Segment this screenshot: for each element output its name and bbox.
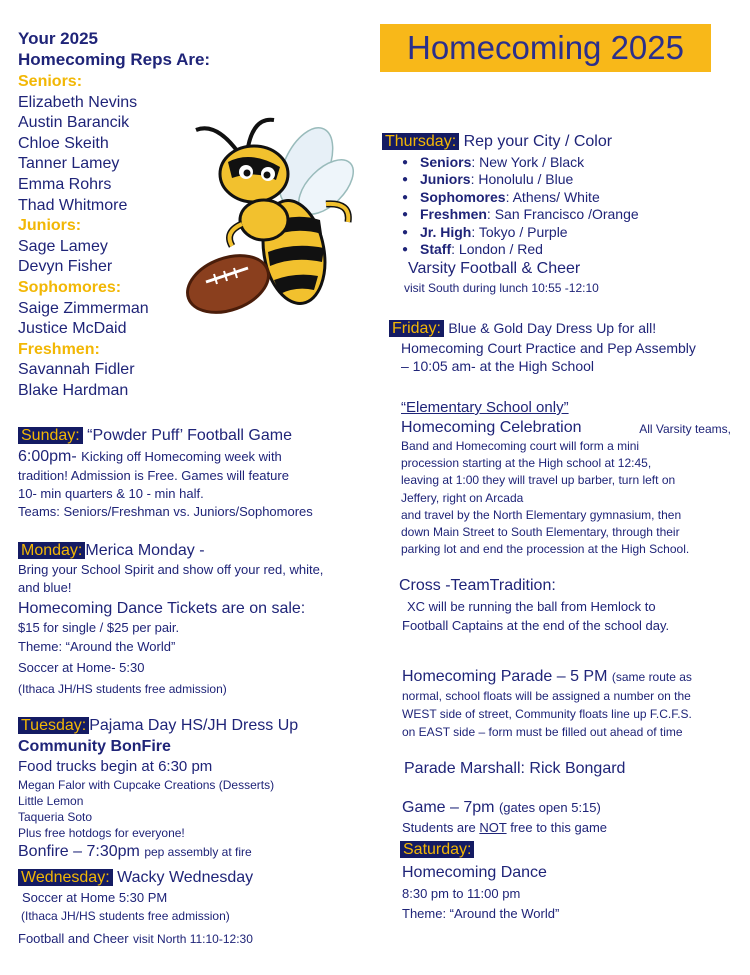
sunday-line1: Kicking off Homecoming week with [81, 449, 282, 464]
celebration-line: down Main Street to South Elementary, through their [401, 525, 680, 540]
group-label-sophomores: Sophomores: [18, 278, 122, 296]
bonfire-note: pep assembly at fire [144, 845, 252, 859]
tuesday-hotdogs: Plus free hotdogs for everyone! [18, 826, 185, 840]
rep-name: Sage Lamey [18, 237, 108, 255]
sunday-line2: tradition! Admission is Free. Games will feature [18, 468, 289, 483]
saturday-section [400, 840, 559, 924]
parade-line: WEST side of street, Community floats line up F.C.F.S. [402, 707, 692, 721]
cross-title: Cross -TeamTradition: [399, 577, 556, 594]
students-pre: Students are [402, 820, 476, 835]
day-label-thursday: Thursday: [382, 133, 459, 150]
elementary-section [401, 398, 731, 558]
friday-line2: – 10:05 am- at the High School [401, 358, 595, 374]
saturday-time: 8:30 pm to 11:00 pm [402, 886, 521, 901]
bonfire-time: Bonfire – 7:30pm [18, 843, 140, 860]
thursday-title: Rep your City / Color [463, 133, 613, 150]
thursday-visit: visit South during lunch 10:55 -12:10 [404, 281, 599, 296]
monday-soccer: Soccer at Home- 5:30 [18, 660, 145, 675]
wednesday-football: Football and Cheer [18, 931, 129, 946]
tuesday-vendor1: Megan Falor with Cupcake Creations (Desserts) [18, 778, 275, 792]
parade-title: Homecoming Parade – 5 PM [402, 668, 608, 685]
monday-line2: and blue! [18, 580, 72, 595]
page-title: Homecoming 2025 [380, 24, 711, 72]
list-item: ● Seniors: New York / Black [398, 154, 639, 171]
game-section [402, 798, 607, 838]
tuesday-title: Pajama Day HS/JH Dress Up [89, 717, 299, 734]
wednesday-section [18, 868, 253, 950]
tuesday-vendor3: Taqueria Soto [18, 810, 93, 824]
cross-line2: Football Captains at the end of the school day. [402, 618, 670, 633]
day-label-wednesday: Wednesday: [18, 869, 113, 886]
rep-name: Savannah Fidler [18, 361, 135, 379]
group-label-freshmen: Freshmen: [18, 340, 100, 358]
sunday-line3: 10- min quarters & 10 - min half. [18, 486, 204, 501]
thursday-section [382, 132, 639, 297]
reps-heading [18, 28, 210, 70]
parade-line: normal, school floats will be assigned a number on the [402, 689, 691, 703]
friday-line1: Homecoming Court Practice and Pep Assembly [401, 340, 696, 356]
tuesday-section [18, 716, 298, 863]
list-item: ● Juniors: Honolulu / Blue [398, 171, 639, 188]
monday-title: Merica Monday - [85, 542, 205, 559]
students-post: free to this game [510, 820, 608, 835]
wednesday-visit: visit North 11:10-12:30 [133, 932, 253, 946]
sunday-line4: Teams: Seniors/Freshman vs. Juniors/Sophomores [18, 504, 313, 519]
students-not: NOT [479, 820, 507, 835]
tuesday-vendor2: Little Lemon [18, 794, 84, 808]
celebration-line: leaving at 1:00 they will travel up barber, turn left on [401, 473, 676, 488]
game-gates: (gates open 5:15) [498, 800, 601, 815]
celebration-line: and travel by the North Elementary gymnasium, then [401, 507, 682, 522]
rep-name: Austin Barancik [18, 114, 130, 132]
saturday-title: Homecoming Dance [402, 864, 547, 881]
friday-title: Blue & Gold Day Dress Up for all! [448, 320, 657, 336]
game-title: Game – 7pm [402, 799, 495, 816]
list-item: ● Sophomores: Athens/ White [398, 189, 639, 206]
list-item: ● Jr. High: Tokyo / Purple [398, 224, 639, 241]
rep-name: Tanner Lamey [18, 155, 120, 173]
rep-name: Thad Whitmore [18, 196, 128, 214]
monday-section [18, 541, 323, 699]
day-label-tuesday: Tuesday: [18, 717, 89, 734]
wednesday-free: (Ithaca JH/HS students free admission) [21, 909, 230, 923]
parade-line: on EAST side – form must be filled out ahead of time [402, 725, 683, 739]
group-label-juniors: Juniors: [18, 217, 82, 235]
monday-tickets: Homecoming Dance Tickets are on sale: [18, 600, 306, 617]
celebration-line: Band and Homecoming court will form a mini [401, 439, 640, 453]
sunday-title: “Powder Puff’ Football Game [87, 427, 292, 444]
rep-name: Blake Hardman [18, 381, 129, 399]
rep-name: Chloe Skeith [18, 134, 109, 152]
friday-section [389, 318, 735, 375]
wednesday-title: Wacky Wednesday [117, 869, 254, 886]
rep-name: Devyn Fisher [18, 258, 113, 276]
celebration-line: procession starting at the High school at 12:45, [401, 456, 652, 471]
yellow-jacket-mascot-icon [176, 112, 366, 322]
reps-heading-line1: Your 2025 [18, 29, 99, 48]
rep-name: Emma Rohrs [18, 175, 112, 193]
reps-heading-line2: Homecoming Reps Are: [18, 50, 211, 69]
saturday-theme: Theme: “Around the World” [402, 906, 560, 921]
monday-price: $15 for single / $25 per pair. [18, 620, 180, 635]
thursday-list [382, 154, 639, 258]
bonfire-title: Community BonFire [18, 738, 171, 755]
cross-line1: XC will be running the ball from Hemlock to [407, 599, 656, 614]
list-item: ● Staff: London / Red [398, 241, 639, 258]
parade-section [402, 667, 692, 741]
celebration-title: Homecoming Celebration [401, 419, 582, 436]
celebration-line: Jeffery, right on Arcada [401, 490, 524, 505]
day-label-monday: Monday: [18, 542, 85, 559]
elementary-heading: “Elementary School only” [401, 399, 569, 416]
reps-list [18, 72, 149, 402]
rep-name: Justice McDaid [18, 320, 127, 338]
day-label-saturday: Saturday: [400, 841, 474, 858]
sunday-section [18, 426, 313, 521]
wednesday-soccer: Soccer at Home 5:30 PM [22, 890, 168, 905]
parade-note-1: (same route as [611, 670, 692, 684]
monday-free: (Ithaca JH/HS students free admission) [18, 682, 227, 696]
day-label-friday: Friday: [389, 320, 444, 337]
cross-team-section [399, 575, 669, 635]
celebration-text-1: All Varsity teams, [639, 422, 731, 436]
rep-name: Saige Zimmerman [18, 299, 149, 317]
monday-line1: Bring your School Spirit and show off your red, white, [18, 562, 324, 577]
sunday-time: 6:00pm- [18, 448, 77, 465]
monday-theme: Theme: “Around the World” [18, 639, 176, 654]
rep-name: Elizabeth Nevins [18, 93, 138, 111]
day-label-sunday: Sunday: [18, 427, 83, 444]
group-label-seniors: Seniors: [18, 73, 83, 90]
thursday-varsity: Varsity Football & Cheer [408, 260, 581, 278]
celebration-line: parking lot and end the procession at the High School. [401, 542, 690, 557]
tuesday-food: Food trucks begin at 6:30 pm [18, 758, 213, 775]
parade-marshall: Parade Marshall: Rick Bongard [404, 760, 626, 777]
list-item: ● Freshmen: San Francisco /Orange [398, 206, 639, 223]
